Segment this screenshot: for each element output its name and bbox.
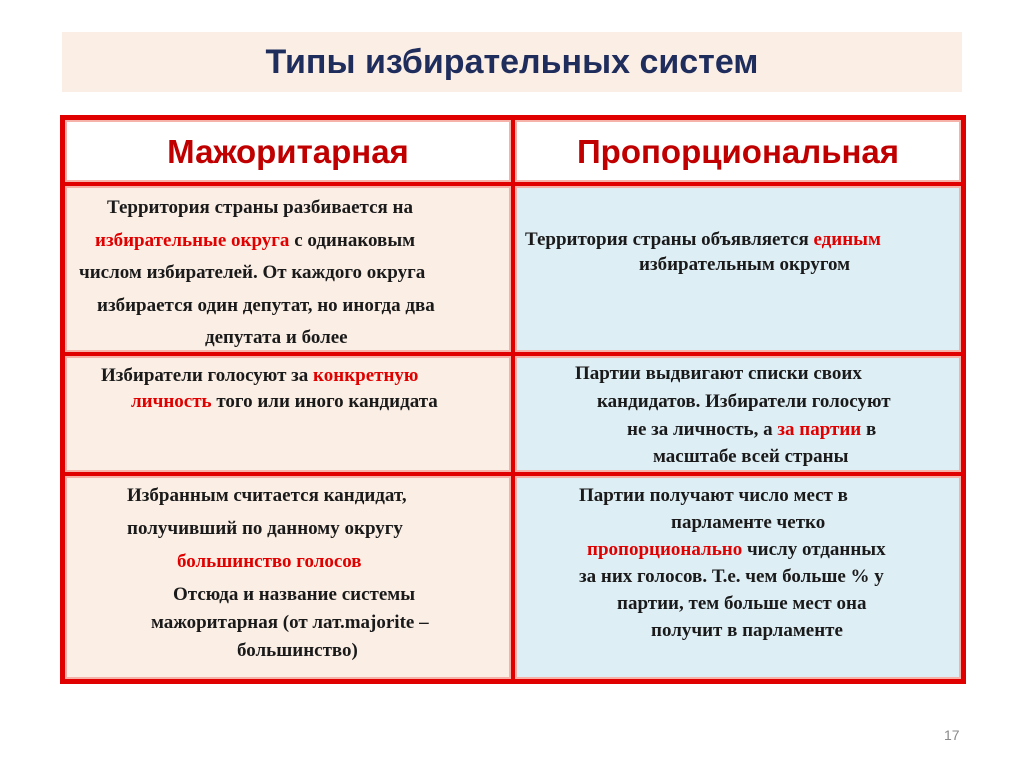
text-span: партии, тем больше мест она: [617, 593, 867, 614]
header-proportional: [515, 120, 961, 182]
text-line: [639, 255, 850, 274]
cell-territory-majoritarian: [65, 186, 511, 352]
text-line: [237, 641, 358, 660]
highlight-text: за партии: [777, 419, 862, 440]
text-line: [575, 364, 862, 383]
text-span: не за личность, а: [627, 419, 778, 440]
text-span: Избранным считается кандидат,: [127, 485, 407, 506]
text-line: [97, 296, 435, 315]
cell-winner-majoritarian: [65, 476, 511, 679]
text-line: [131, 392, 438, 411]
header-majoritarian-label: Мажоритарная: [167, 132, 409, 170]
page-number: 17: [944, 727, 960, 743]
text-span: парламенте четко: [671, 512, 826, 533]
text-line: [525, 230, 881, 249]
text-span: кандидатов. Избиратели голосуют: [597, 391, 891, 412]
cell-seats-proportional: [515, 476, 961, 679]
text-span: избирается один депутат, но иногда два: [97, 295, 435, 316]
text-span: за них голосов. Т.е. чем больше % у: [579, 566, 884, 587]
text-line: [597, 392, 891, 411]
text-line: [95, 231, 415, 250]
text-line: [651, 621, 843, 640]
text-line: [587, 540, 886, 559]
highlight-text: единым: [813, 229, 881, 250]
text-line: [205, 328, 348, 347]
text-line: [173, 585, 415, 604]
highlight-text: конкретную: [313, 365, 419, 386]
text-span: числу отданных: [742, 539, 886, 560]
text-line: [177, 552, 362, 571]
text-span: Отсюда и название системы: [173, 584, 416, 605]
highlight-text: избирательные округа: [95, 230, 290, 251]
comparison-table: [60, 115, 966, 684]
text-span: Партии получают число мест в: [579, 485, 848, 506]
text-line: [101, 366, 418, 385]
title-bar: [62, 32, 962, 92]
text-span: масштабе всей страны: [653, 446, 849, 467]
text-span: получит в парламенте: [651, 620, 843, 641]
text-span: депутата и более: [205, 327, 348, 348]
text-span: Территория страны разбивается на: [107, 197, 414, 218]
text-span: числом избирателей. От каждого округа: [79, 262, 426, 283]
text-line: [579, 567, 884, 586]
highlight-text: большинство голосов: [177, 551, 362, 572]
text-line: [107, 198, 413, 217]
text-span: большинство): [237, 640, 358, 661]
text-line: [579, 486, 848, 505]
text-line: [79, 263, 425, 282]
highlight-text: пропорционально: [587, 539, 743, 560]
text-line: [671, 513, 825, 532]
text-line: [127, 519, 403, 538]
text-span: получивший по данному округу: [127, 518, 403, 539]
text-span: в: [861, 419, 877, 440]
text-span: того или иного кандидата: [211, 391, 438, 412]
cell-territory-proportional: [515, 186, 961, 352]
header-majoritarian: [65, 120, 511, 182]
text-span: мажоритарная (от лат.majorite –: [151, 612, 429, 633]
text-span: Партии выдвигают списки своих: [575, 363, 862, 384]
highlight-text: личность: [131, 391, 212, 412]
text-span: Избиратели голосуют за: [101, 365, 314, 386]
cell-voting-majoritarian: [65, 356, 511, 472]
text-span: с одинаковым: [289, 230, 416, 251]
text-line: [127, 486, 407, 505]
page-title: Типы избирательных систем: [265, 42, 759, 81]
header-proportional-label: Пропорциональная: [576, 132, 900, 170]
text-span: Территория страны объявляется: [525, 229, 814, 250]
text-line: [151, 613, 429, 632]
text-line: [653, 447, 848, 466]
text-line: [627, 420, 876, 439]
text-span: избирательным округом: [639, 254, 851, 275]
cell-voting-proportional: [515, 356, 961, 472]
text-line: [617, 594, 866, 613]
